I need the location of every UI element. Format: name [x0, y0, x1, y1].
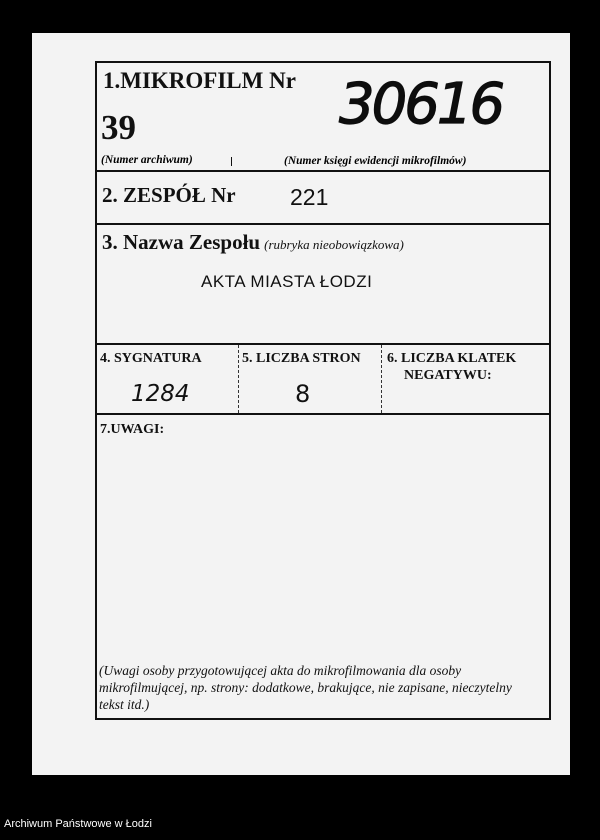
liczba-stron-value: 8	[295, 380, 311, 408]
row-mikrofilm	[97, 63, 549, 172]
caption-divider	[231, 157, 232, 166]
liczba-klatek-label-2: NEGATYWU:	[404, 368, 492, 383]
sygnatura-label: 4. SYGNATURA	[100, 351, 202, 366]
microfilm-card	[32, 33, 570, 775]
caption-register-number: (Numer księgi ewidencji mikrofilmów)	[284, 155, 467, 167]
sygnatura-handwritten	[129, 375, 209, 409]
cell-liczba-stron	[239, 345, 381, 413]
form-table	[95, 61, 551, 720]
mikrofilm-label: 1.MIKROFILM Nr	[103, 68, 296, 93]
handwritten-film-number	[335, 63, 515, 143]
handwritten-film-number-text: 30616	[339, 72, 503, 137]
zespol-label: 2. ZESPÓŁ Nr	[102, 183, 236, 207]
cell-liczba-klatek	[382, 345, 552, 413]
liczba-stron-label: 5. LICZBA STRON	[242, 351, 361, 366]
row-zespol	[97, 172, 549, 225]
archive-footer: Archiwum Państwowe w Łodzi	[4, 818, 152, 830]
nazwa-zespolu-value: AKTA MIASTA ŁODZI	[201, 272, 373, 291]
sygnatura-value: 1284	[131, 381, 190, 407]
caption-archive-number: (Numer archiwum)	[101, 154, 193, 166]
liczba-klatek-label-1: 6. LICZBA KLATEK	[387, 351, 517, 366]
zespol-number: 221	[290, 184, 329, 210]
liczba-stron-handwritten	[293, 375, 323, 409]
row-details	[97, 345, 549, 415]
uwagi-label: 7.UWAGI:	[100, 422, 165, 437]
nazwa-zespolu-label	[102, 230, 404, 255]
archive-number: 39	[101, 108, 136, 147]
row-uwagi	[97, 415, 549, 718]
row-nazwa-zespolu	[97, 225, 549, 345]
cell-sygnatura	[97, 345, 238, 413]
nazwa-zespolu-note: (rubryka nieobowiązkowa)	[264, 237, 404, 252]
nazwa-zespolu-title: 3. Nazwa Zespołu	[102, 230, 261, 254]
uwagi-note: (Uwagi osoby przygotowującej akta do mikrofilmowania dla osoby mikrofilmującej, np. strony: dodatkowe, brakujące, nie zapisane, nieczytelny tekst itd.)	[99, 663, 512, 712]
